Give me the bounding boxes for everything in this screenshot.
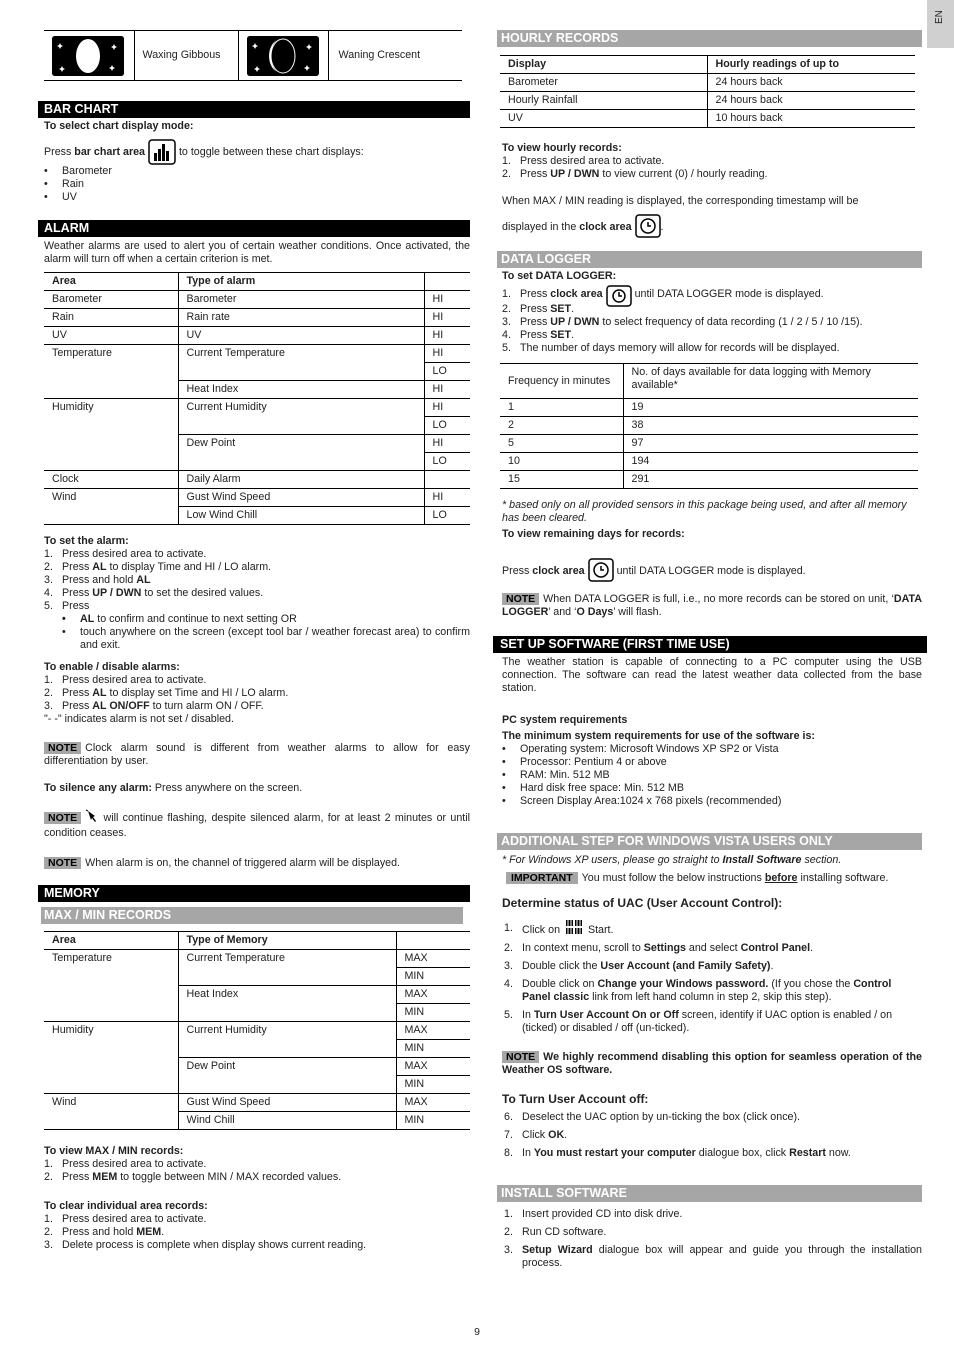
table-header-row: Display Hourly readings of up to [500,56,915,74]
list-item: 1. Click on Start. [504,919,922,937]
hourly-table [500,55,915,128]
list-item: • Processor: Pentium 4 or above [502,756,667,768]
table-header-row: Frequency in minutes No. of days available for data logging with Memory available* [500,364,918,399]
list-item: 3. Setup Wizard dialogue box will appear and guide you through the installation process. [504,1244,922,1269]
memory-view-heading: To view MAX / MIN records: [44,1145,184,1157]
memory-view-steps [44,1158,470,1184]
list-item: 5. Press [44,600,90,612]
setup-intro: The weather station is capable of connecting to a PC computer using the USB connection. The software can read the latest weather data collected from the base station. [502,656,922,694]
vista-important: IMPORTANT You must follow the below instructions before installing software. [506,872,922,885]
memory-clear-steps [44,1213,470,1252]
list-item: 2. Press and hold MEM. [44,1226,165,1238]
setup-min-heading: The minimum system requirements for use of the software is: [502,730,815,742]
list-item: • Hard disk free space: Min. 512 MB [502,782,684,794]
table-row: Wind Gust Wind Speed MAX [44,1094,470,1112]
waxing-gibbous-label: Waxing Gibbous [142,49,221,61]
table-row: Rain Rain rate HI [44,309,470,327]
table-header-row: Area Type of Memory [44,932,470,950]
list-item: 2. In context menu, scroll to Settings and select Control Panel. [504,942,814,954]
alarm-intro: Weather alarms are used to alert you of certain weather conditions. Once activated, the alarm will turn off when a certain criterion is met. [44,240,470,265]
alarm-note-2: NOTE will continue flashing, despite silenced alarm, for at least 2 minutes or until condition ceases. [44,809,470,840]
left-column [44,30,470,1252]
table-row: LO [44,453,470,471]
table-row: UV 10 hours back [500,110,915,128]
waning-crescent-icon [247,36,319,76]
waning-crescent-label: Waning Crescent [338,49,421,61]
memory-clear-heading: To clear individual area records: [44,1200,208,1212]
list-item: • RAM: Min. 512 MB [502,769,610,781]
data-logger-remaining-heading: To view remaining days for records: [502,528,685,540]
vista-subheader: ADDITIONAL STEP FOR WINDOWS VISTA USERS ONLY [497,833,922,850]
table-row: Dew Point HI [44,435,470,453]
list-item: 4. Press UP / DWN to set the desired values. [44,587,264,599]
uac-heading: Determine status of UAC (User Account Control): [502,896,783,910]
bar-chart-header: BAR CHART [38,101,470,118]
data-logger-subheader: DATA LOGGER [497,251,922,268]
list-item: 8. In You must restart your computer dialogue box, click Restart now. [504,1147,851,1159]
turn-off-heading: To Turn User Account off: [502,1092,649,1106]
clock-icon [635,214,661,250]
list-item: 3. Delete process is complete when display shows current reading. [44,1239,367,1251]
list-item: 1. Press desired area to activate. [502,155,665,167]
table-row: MIN [44,1004,470,1022]
list-item: 2. Press AL to display set Time and HI / LO alarm. [44,687,289,699]
data-logger-steps [502,285,922,355]
alarm-dash-note: "- -" indicates alarm is not set / disabled. [44,713,234,725]
table-row: Temperature Current Temperature MAX [44,950,470,968]
alarm-note-3: NOTE When alarm is on, the channel of triggered alarm will be displayed. [44,857,470,870]
list-item: 2. Press UP / DWN to view current (0) / hourly reading. [502,168,768,180]
right-column [500,30,922,1270]
table-row: Low Wind Chill LO [44,507,470,525]
alarm-enable-heading: To enable / disable alarms: [44,661,180,673]
list-item: • Screen Display Area:1024 x 768 pixels (recommended) [502,795,782,807]
list-item: • Barometer [44,165,112,177]
table-row: MIN [44,1076,470,1094]
data-logger-footnote: * based only on all provided sensors in this package being used, and after all memory has been cleared. [502,499,907,524]
alarm-silence: To silence any alarm: Press anywhere on the screen. [44,782,303,794]
list-item: 1. Press clock area until DATA LOGGER mode is displayed. [502,285,922,303]
list-item: 7. Click OK. [504,1129,568,1141]
table-row: Heat Index MAX [44,986,470,1004]
table-row: Wind Chill MIN [44,1112,470,1130]
list-item: • Operating system: Microsoft Windows XP SP2 or Vista [502,743,779,755]
table-row: Heat Index HI [44,381,470,399]
alarm-header: ALARM [38,220,470,237]
alarm-bell-icon [85,809,99,827]
hourly-maxmin-text: When MAX / MIN reading is displayed, the corresponding timestamp will be [502,195,859,207]
install-software-subheader: INSTALL SOFTWARE [497,1185,922,1202]
table-row: LO [44,363,470,381]
list-item: 5. The number of days memory will allow for records will be displayed. [502,342,840,354]
bar-chart-icon [148,139,176,165]
clock-icon [588,558,614,594]
list-item: 1. Press desired area to activate. [44,1213,207,1225]
data-logger-press-line: Press clock area until DATA LOGGER mode is displayed. [502,558,922,584]
table-row: Humidity Current Humidity HI [44,399,470,417]
list-item: 2. Press MEM to toggle between MIN / MAX recorded values. [44,1171,342,1183]
vista-xp-note: * For Windows XP users, please go straight to Install Software section. [502,854,842,866]
list-item: 2. Press AL to display Time and HI / LO alarm. [44,561,272,573]
table-row: 1 19 [500,399,918,417]
alarm-set-substeps [62,613,470,652]
moon-label-cell [134,31,238,81]
list-item: 3. Press AL ON/OFF to turn alarm ON / OFF. [44,700,264,712]
list-item: • touch anywhere on the screen (except tool bar / weather forecast area) to confirm and exit. [62,626,470,651]
turn-off-steps [504,1111,922,1160]
hourly-displayed-line: displayed in the clock area . [502,214,922,240]
setup-req-heading: PC system requirements [502,714,628,726]
moon-phase-table [44,30,462,81]
table-row: Barometer Barometer HI [44,291,470,309]
language-tab [927,0,954,48]
list-item: 3. Double click the User Account (and Family Safety). [504,960,774,972]
alarm-set-steps [44,548,470,613]
table-row: Dew Point MAX [44,1058,470,1076]
list-item: 1. Press desired area to activate. [44,1158,207,1170]
hourly-records-subheader: HOURLY RECORDS [497,30,922,47]
table-row: LO [44,417,470,435]
install-steps [504,1208,922,1270]
uac-steps [504,919,922,1035]
list-item: 4. Double click on Change your Windows password. (If you chose the Control Panel classic link from left hand column in step 2, skip this step). [504,978,892,1003]
bar-chart-press-line: Press bar chart area to toggle between these chart displays: [44,139,470,165]
list-item: • AL to confirm and continue to next setting OR [62,613,297,625]
alarm-table [44,272,470,525]
data-logger-set-heading: To set DATA LOGGER: [502,270,617,282]
table-row: Humidity Current Humidity MAX [44,1022,470,1040]
max-min-subheader: MAX / MIN RECORDS [41,907,463,924]
table-row: 10 194 [500,453,918,471]
windows-start-icon [563,919,585,941]
table-row: 2 38 [500,417,918,435]
moon-icon-cell [238,31,328,81]
list-item: 1. Press desired area to activate. [44,674,207,686]
table-row: 15 291 [500,471,918,489]
setup-requirements [502,743,922,808]
alarm-enable-steps [44,674,470,713]
waxing-gibbous-icon [52,36,124,76]
list-item: 2. Press SET. [502,303,575,315]
bar-chart-select-heading: To select chart display mode: [44,120,194,132]
list-item: 3. Press and hold AL [44,574,151,586]
data-logger-table [500,363,918,489]
hourly-view-heading: To view hourly records: [502,142,622,154]
hourly-steps [502,155,922,181]
list-item: 1. Press desired area to activate. [44,548,207,560]
table-row: 5 97 [500,435,918,453]
table-header-row: Area Type of alarm [44,273,470,291]
list-item: • UV [44,191,77,203]
memory-table [44,931,470,1130]
table-row: MIN [44,1040,470,1058]
table-row: Temperature Current Temperature HI [44,345,470,363]
moon-icon-cell [44,31,134,81]
list-item: 2. Run CD software. [504,1226,607,1238]
alarm-set-heading: To set the alarm: [44,535,129,547]
moon-label-cell [328,31,462,81]
alarm-note-1: NOTE Clock alarm sound is different from weather alarms to allow for easy differentiation by user. [44,742,470,767]
table-row: MIN [44,968,470,986]
setup-software-header: SET UP SOFTWARE (FIRST TIME USE) [493,636,927,653]
list-item: 3. Press UP / DWN to select frequency of data recording (1 / 2 / 5 / 10 /15). [502,316,863,328]
table-row: Hourly Rainfall 24 hours back [500,92,915,110]
uac-note: NOTE We highly recommend disabling this option for seamless operation of the Weather OS software. [502,1051,922,1076]
list-item: 5. In Turn User Account On or Off screen, identify if UAC option is enabled / on (ticked) or disabled / off (un-ticked). [504,1009,893,1034]
page-number: 9 [474,1326,480,1338]
list-item: 4. Press SET. [502,329,575,341]
data-logger-note: NOTE When DATA LOGGER is full, i.e., no more records can be stored on unit, ‘DATA LOGGER’ and ‘O Days’ will flash. [502,593,922,618]
list-item: 1. Insert provided CD into disk drive. [504,1208,683,1220]
table-row: Barometer 24 hours back [500,74,915,92]
language-tab-label: EN [934,10,945,24]
bar-chart-items [44,165,470,204]
table-row: Clock Daily Alarm [44,471,470,489]
list-item: 6. Deselect the UAC option by un-ticking the box (click once). [504,1111,801,1123]
memory-header: MEMORY [38,885,470,902]
table-row: UV UV HI [44,327,470,345]
list-item: • Rain [44,178,84,190]
table-row: Wind Gust Wind Speed HI [44,489,470,507]
